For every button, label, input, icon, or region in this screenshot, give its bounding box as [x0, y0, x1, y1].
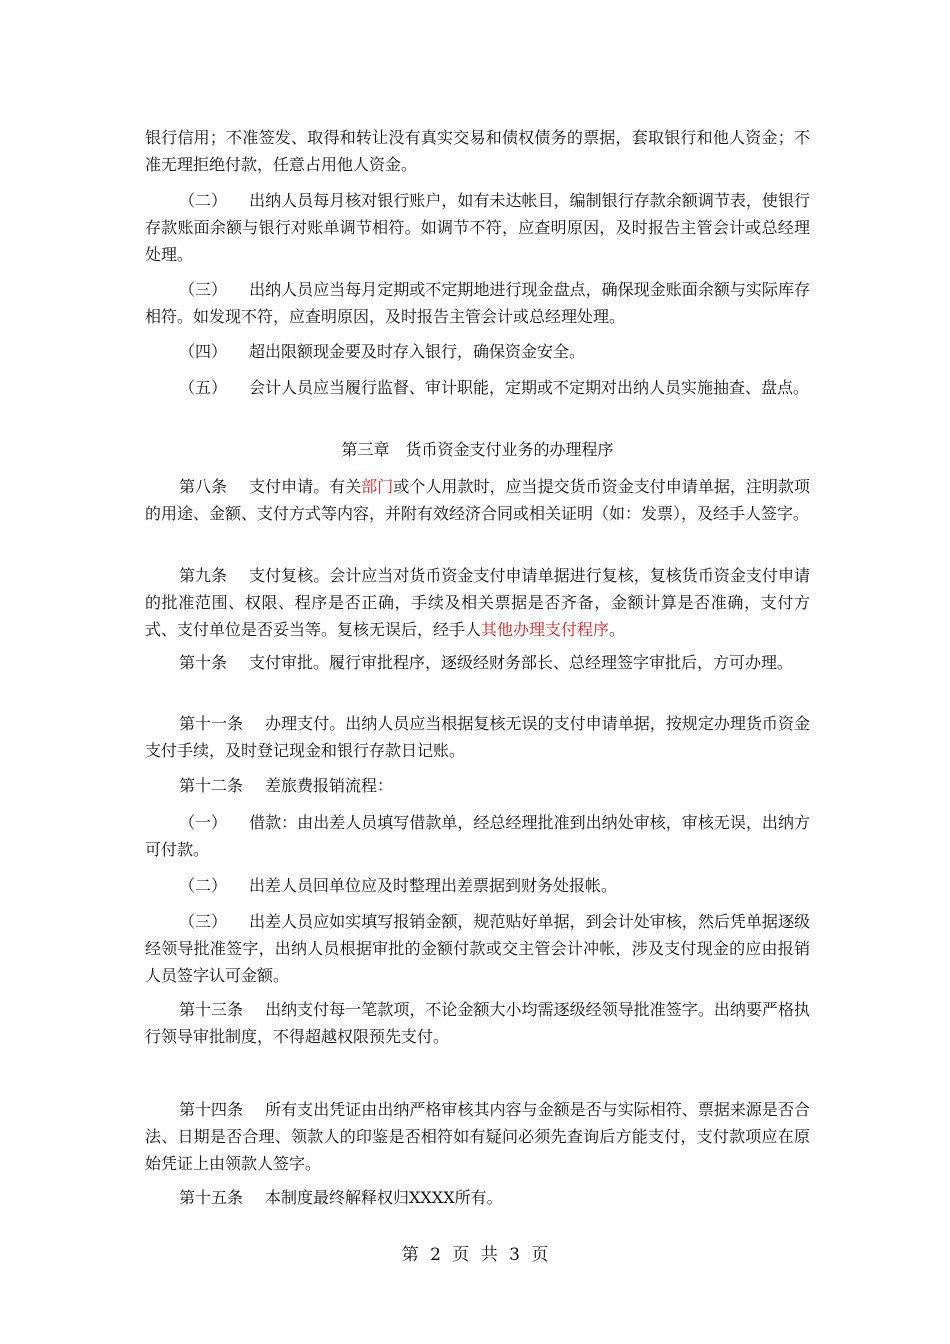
- paragraph-item-4: [145, 338, 810, 365]
- chapter-heading: 第三章 货币资金支付业务的办理程序: [341, 440, 614, 459]
- article-12-item-3: [145, 908, 810, 989]
- paragraph-text: 出差人员回单位应及时整理出差票据到财务处报帐。: [249, 876, 618, 895]
- article-text: 。: [609, 620, 626, 639]
- item-label: （四）: [179, 342, 228, 361]
- article-text: 支付申请。有关: [249, 477, 362, 496]
- article-13: [145, 996, 810, 1050]
- article-11: [145, 710, 810, 764]
- article-text: 办理支付。出纳人员应当根据复核无误的支付申请单据，按规定办理货币资金支付手续，及时登记现金和银行存款日记账。: [145, 714, 810, 760]
- article-text: 或个人用款时，应当提交货币资金支付申请单据，注明款项的用途、金额、支付方式等内容，并附有效经济合同或相关证明（如：发票），及经手人签字。: [145, 477, 810, 523]
- article-text: 出纳支付每一笔款项，不论金额大小均需逐级经领导批准签字。出纳要严格执行领导审批制度，不得超越权限预先支付。: [145, 1000, 810, 1046]
- article-text: 所有支出凭证由出纳严格审核其内容与金额是否与实际相符、票据来源是否合法、日期是否合理、领款人的印鉴是否相符如有疑问必须先查询后方能支付，支付款项应在原始凭证上由领款人签字。: [145, 1100, 810, 1173]
- article-text: 支付复核。会计应当对货币资金支付申请单据进行复核，复核货币资金支付申请的批准范围、权限、程序是否正确，手续及相关票据是否齐备，金额计算是否准确，支付方式、支付单位是否妥当等。复核无误后，经手人: [145, 566, 810, 639]
- paragraph-text: 出纳人员应当每月定期或不定期地进行现金盘点，确保现金账面余额与实际库存相符。如发现不符，应查明原因，及时报告主管会计或总经理处理。: [145, 280, 810, 326]
- item-label: （五）: [179, 378, 228, 397]
- article-label: 第九条: [179, 566, 228, 585]
- item-label: （三）: [179, 280, 228, 299]
- article-14: [145, 1096, 810, 1177]
- article-15: [145, 1184, 810, 1211]
- article-10: [145, 649, 810, 676]
- page-footer: 第 2 页 共 3 页: [401, 1245, 549, 1265]
- article-label: 第十一条: [179, 714, 244, 733]
- paragraph-text: 出差人员应如实填写报销金额，规范贴好单据，到会计处审核，然后凭单据逐级经领导批准签字，出纳人员根据审批的金额付款或交主管会计冲帐，涉及支付现金的应由报销人员签字认可金额。: [145, 912, 810, 985]
- paragraph-item-5: [145, 374, 810, 401]
- article-12-item-1: [145, 809, 810, 863]
- article-label: 第十五条: [179, 1188, 244, 1207]
- article-text: 支付审批。履行审批程序，逐级经财务部长、总经理签字审批后，方可办理。: [249, 653, 794, 672]
- article-12-item-2: [145, 872, 810, 899]
- paragraph-text: 银行信用；不准签发、取得和转让没有真实交易和债权债务的票据，套取银行和他人资金；不准无理拒绝付款，任意占用他人资金。: [145, 128, 810, 174]
- item-label: （三）: [179, 912, 228, 931]
- paragraph-item-3: [145, 276, 810, 330]
- highlight-text: 其他办理支付程序: [481, 620, 610, 639]
- item-label: （二）: [179, 191, 228, 210]
- article-label: 第十二条: [179, 776, 244, 795]
- paragraph-text: 借款：由出差人员填写借款单，经总经理批准到出纳处审核，审核无误，出纳方可付款。: [145, 813, 810, 859]
- paragraph-text: 出纳人员每月核对银行账户，如有未达帐目，编制银行存款余额调节表，使银行存款账面余额与银行对账单调节相符。如调节不符，应查明原因，及时报告主管会计或总经理处理。: [145, 191, 810, 264]
- article-label: 第十四条: [179, 1100, 244, 1119]
- paragraph-text: 会计人员应当履行监督、审计职能，定期或不定期对出纳人员实施抽查、盘点。: [249, 378, 810, 397]
- paragraph-continued: [145, 124, 810, 178]
- paragraph-item-2: [145, 187, 810, 268]
- paragraph-text: 超出限额现金要及时存入银行，确保资金安全。: [249, 342, 586, 361]
- article-text: 本制度最终解释权归XXXX所有。: [265, 1188, 503, 1207]
- article-9: [145, 562, 810, 643]
- highlight-text: 部门: [361, 477, 394, 496]
- article-12: [145, 772, 810, 799]
- item-label: （一）: [179, 813, 228, 832]
- item-label: （二）: [179, 876, 228, 895]
- article-label: 第八条: [179, 477, 228, 496]
- article-8: [145, 473, 810, 527]
- article-label: 第十条: [179, 653, 228, 672]
- article-text: 差旅费报销流程：: [265, 776, 394, 795]
- article-label: 第十三条: [179, 1000, 244, 1019]
